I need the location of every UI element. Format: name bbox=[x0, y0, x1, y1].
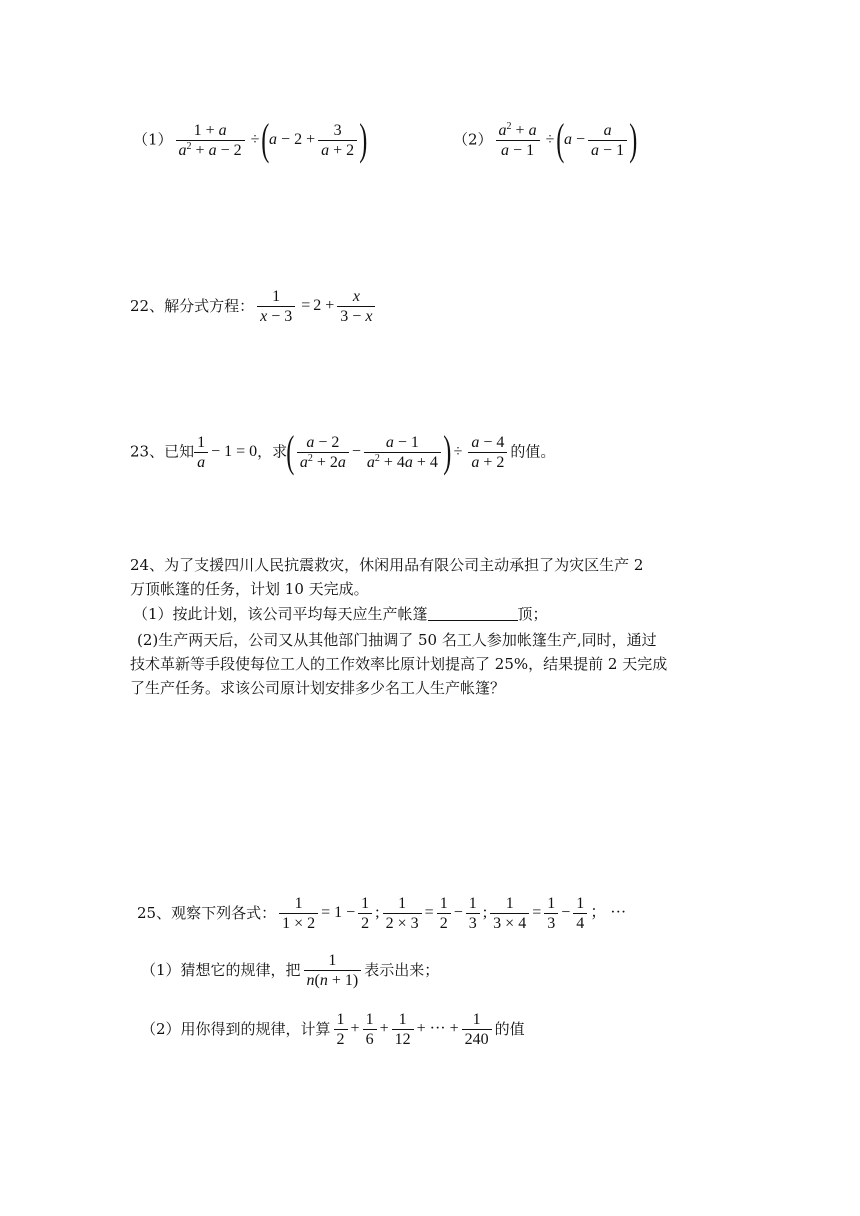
problem-21-part-1 bbox=[133, 115, 368, 164]
series-sum: $\frac{1}{2}$ + $\frac{1}{6}$ + $\frac{1}{12}$ + ··· + $\frac{1}{240}$ bbox=[331, 1020, 495, 1037]
problem-24-line-2: 万顶帐篷的任务，计划 10 天完成。 bbox=[130, 580, 369, 598]
question-2-suffix: 的值 bbox=[494, 1020, 525, 1039]
problem-25-question-2 bbox=[141, 1010, 525, 1049]
question-1-suffix: 表示出来； bbox=[364, 961, 440, 980]
question-1-prefix: （1）猜想它的规律，把 bbox=[141, 961, 301, 980]
problem-24-question-2-line-3: 了生产任务。求该公司原计划安排多少名工人生产帐篷？ bbox=[130, 679, 506, 697]
problem-23-prefix: 23、已知 bbox=[130, 442, 195, 461]
question-2-prefix: （2）用你得到的规律，计算 bbox=[141, 1020, 331, 1039]
problem-22 bbox=[130, 287, 378, 326]
problem-23-suffix: 的值。 bbox=[510, 442, 556, 461]
expression-21-2: $\frac{a^2 + a}{a - 1}$ ÷(a − $\frac{a}{a - 1}$ ) bbox=[493, 131, 637, 148]
general-term: $\frac{1}{n(n + 1)}$ bbox=[301, 961, 365, 978]
expression-21-1: $\frac{1 + a}{a^2 + a - 2}$ ÷(a − 2 + $\frac{3}{a + 2}$ ) bbox=[173, 131, 367, 148]
problem-24-question-2-line-2: 技术革新等手段使每位工人的工作效率比原计划提高了 25%，结果提前 2 天完成 bbox=[130, 655, 668, 673]
problem-21-part-2 bbox=[453, 115, 638, 164]
expression-23: ( $\frac{a - 2}{a^2 + 2a}$ − $\frac{a - 1}{a^2 + 4a + 4}$ ) ÷ $\frac{a - 4}{a + 2}$ bbox=[287, 443, 510, 460]
pattern-25: $\frac{1}{1 \times 2}$ = 1 − $\frac{1}{2}$ ; $\frac{1}{2 \times 3}$ = $\frac{1}{2}$ − $\frac{1}{3}$ ; $\frac{1}{3 \times 4}$ = $\frac{1}{3}$ − $\frac{1}{4}$ ； ··· bbox=[276, 904, 626, 921]
part-label: （2） bbox=[453, 130, 493, 149]
problem-24-question-2-line-1: (2)生产两天后，公司又从其他部门抽调了 50 名工人参加帐篷生产,同时，通过 bbox=[137, 631, 657, 649]
condition-23: $\frac{1}{a}$ − 1 = 0 bbox=[194, 443, 257, 460]
problem-25-question-1 bbox=[141, 951, 439, 990]
part-label: （1） bbox=[133, 130, 173, 149]
problem-25-prefix: 25、观察下列各式： bbox=[137, 904, 277, 923]
problem-23 bbox=[130, 427, 556, 476]
equation-22: $\frac{1}{x - 3}$ = 2 + $\frac{x}{3 - x}$ bbox=[254, 297, 378, 314]
answer-blank[interactable] bbox=[428, 606, 518, 621]
problem-24-line-1: 24、为了支援四川人民抗震救灾，休闲用品有限公司主动承担了为灾区生产 2 bbox=[130, 556, 644, 574]
problem-25 bbox=[137, 894, 626, 933]
problem-24-question-1 bbox=[133, 605, 548, 623]
question-1-prefix: （1）按此计划，该公司平均每天应生产帐篷 bbox=[133, 605, 428, 623]
question-1-suffix: 顶； bbox=[517, 605, 548, 623]
problem-23-mid: ，求 bbox=[257, 442, 288, 461]
problem-22-label: 22、解分式方程： bbox=[130, 297, 255, 316]
